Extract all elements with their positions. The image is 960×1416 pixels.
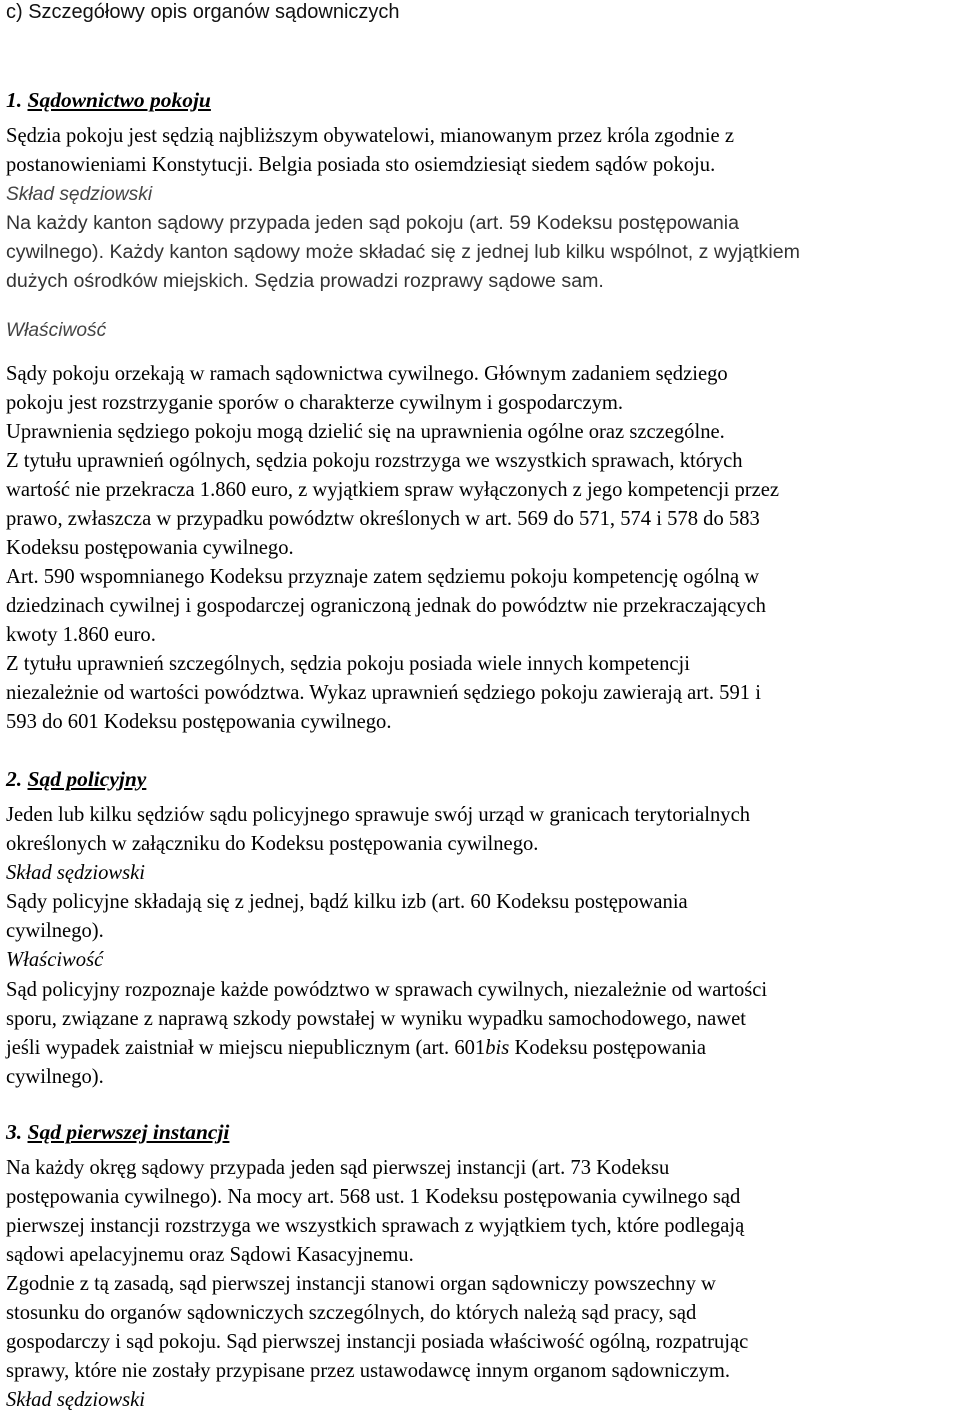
section-1-heading	[6, 86, 211, 115]
paragraph-line: sporu, związane z naprawą szkody powstałej w wyniku wypadku samochodowego, nawet	[6, 1008, 747, 1030]
paragraph-line: Kodeksu postępowania cywilnego.	[6, 537, 294, 559]
paragraph-line: prawo, zwłaszcza w przypadku powództw określonych w art. 569 do 571, 574 i 578 do 583	[6, 508, 760, 530]
paragraph-line: Uprawnienia sędziego pokoju mogą dzielić się na uprawnienia ogólne oraz szczególne.	[6, 421, 725, 443]
paragraph-line: cywilnego).	[6, 1066, 104, 1088]
paragraph-line: niezależnie od wartości powództwa. Wykaz uprawnień sędziego pokoju zawierają art. 591 i	[6, 682, 761, 704]
paragraph-line: postępowania cywilnego). Na mocy art. 568 ust. 1 Kodeksu postępowania cywilnego sąd	[6, 1186, 741, 1208]
paragraph-line: pokoju jest rozstrzyganie sporów o charakterze cywilnym i gospodarczym.	[6, 392, 624, 414]
paragraph-line: postanowieniami Konstytucji. Belgia posiada sto osiemdziesiąt siedem sądów pokoju.	[6, 154, 716, 176]
paragraph-line: Sędzia pokoju jest sędzią najbliższym obywatelowi, mianowanym przez króla zgodnie z	[6, 125, 734, 147]
subheading-sklad-sedziowski: Skład sędziowski	[6, 184, 153, 205]
section-2-title: Sąd policyjny	[27, 767, 147, 791]
paragraph-line: Zgodnie z tą zasadą, sąd pierwszej instancji stanowi organ sądowniczy powszechny w	[6, 1273, 716, 1295]
subheading-wlasciwosc: Właściwość	[6, 320, 107, 341]
section-1-title: Sądownictwo pokoju	[27, 88, 211, 112]
paragraph-line: cywilnego).	[6, 920, 104, 942]
paragraph-line: dziedzinach cywilnej i gospodarczej ograniczoną jednak do powództw nie przekraczających	[6, 595, 766, 617]
section-1-number: 1.	[6, 88, 28, 112]
paragraph-line: Z tytułu uprawnień ogólnych, sędzia pokoju rozstrzyga we wszystkich sprawach, których	[6, 450, 743, 472]
paragraph-line: sądowi apelacyjnemu oraz Sądowi Kasacyjnemu.	[6, 1244, 414, 1266]
paragraph-line: wartość nie przekracza 1.860 euro, z wyjątkiem spraw wyłączonych z jego kompetencji przez	[6, 479, 780, 501]
paragraph-line: kwoty 1.860 euro.	[6, 624, 156, 646]
paragraph-line: 593 do 601 Kodeksu postępowania cywilnego.	[6, 711, 392, 733]
paragraph-line: Art. 590 wspomnianego Kodeksu przyznaje zatem sędziemu pokoju kompetencję ogólną w	[6, 566, 760, 588]
paragraph-line: sprawy, które nie zostały przypisane przez ustawodawcę innym organom sądowniczym.	[6, 1360, 730, 1382]
paragraph-line: Jeden lub kilku sędziów sądu policyjnego sprawuje swój urząd w granicach terytorialnych	[6, 804, 751, 826]
section-3-title: Sąd pierwszej instancji	[27, 1120, 230, 1144]
paragraph-line: gospodarczy i sąd pokoju. Sąd pierwszej instancji posiada właściwość ogólną, rozpatrując	[6, 1331, 749, 1353]
section-3-number: 3.	[6, 1120, 28, 1144]
section-3-heading	[6, 1118, 229, 1147]
section-2-number: 2.	[6, 767, 28, 791]
paragraph-line: Sądy pokoju orzekają w ramach sądownictwa cywilnego. Głównym zadaniem sędziego	[6, 363, 728, 385]
subheading-sklad-sedziowski: Skład sędziowski	[6, 1389, 145, 1411]
paragraph-line: cywilnego). Każdy kanton sądowy może składać się z jednej lub kilku wspólnot, z wyjątkiem	[6, 241, 800, 263]
subheading-wlasciwosc: Właściwość	[6, 949, 104, 971]
paragraph-line: Na każdy okręg sądowy przypada jeden sąd pierwszej instancji (art. 73 Kodeksu	[6, 1157, 670, 1179]
document-title: c) Szczegółowy opis organów sądowniczych	[6, 1, 400, 23]
paragraph-line: Sąd policyjny rozpoznaje każde powództwo w sprawach cywilnych, niezależnie od wartości	[6, 979, 768, 1001]
paragraph-line: Z tytułu uprawnień szczególnych, sędzia pokoju posiada wiele innych kompetencji	[6, 653, 690, 675]
paragraph-line: Na każdy kanton sądowy przypada jeden sąd pokoju (art. 59 Kodeksu postępowania	[6, 212, 740, 234]
paragraph-line: dużych ośrodków miejskich. Sędzia prowadzi rozprawy sądowe sam.	[6, 270, 604, 292]
paragraph-line: Sądy policyjne składają się z jednej, bądź kilku izb (art. 60 Kodeksu postępowania	[6, 891, 688, 913]
paragraph-line: określonych w załączniku do Kodeksu postępowania cywilnego.	[6, 833, 539, 855]
section-2-heading	[6, 765, 146, 794]
paragraph-line	[6, 1034, 706, 1063]
text-run: jeśli wypadek zaistniał w miejscu niepublicznym (art. 601	[6, 1037, 486, 1059]
text-run-italic: bis	[485, 1037, 510, 1059]
paragraph-line: pierwszej instancji rozstrzyga we wszystkich sprawach z wyjątkiem tych, które podlegają	[6, 1215, 745, 1237]
text-run: Kodeksu postępowania	[509, 1037, 707, 1059]
paragraph-line: stosunku do organów sądowniczych szczególnych, do których należą sąd pracy, sąd	[6, 1302, 697, 1324]
subheading-sklad-sedziowski: Skład sędziowski	[6, 862, 145, 884]
